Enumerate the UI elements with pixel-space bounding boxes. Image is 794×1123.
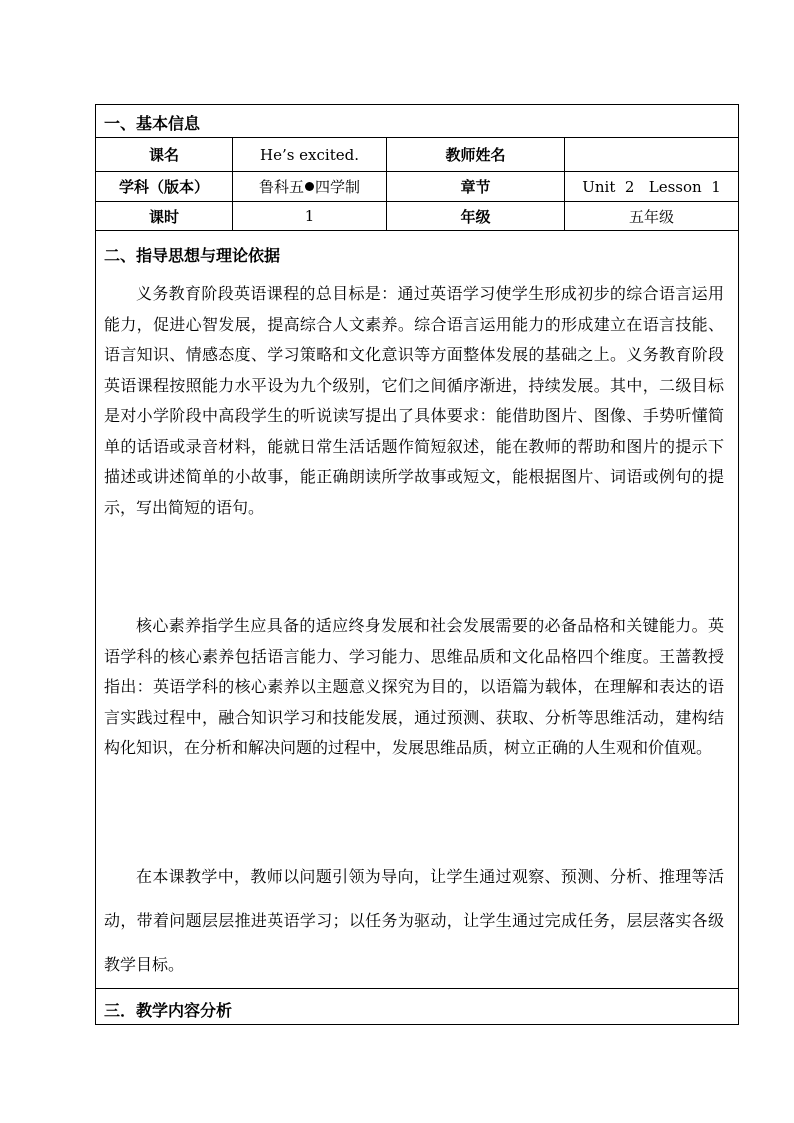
chapter-label: 章节	[387, 172, 565, 201]
section3-heading: 三．教学内容分析	[104, 1001, 233, 1020]
period-label: 课时	[96, 202, 233, 230]
info-row-period	[96, 202, 738, 231]
grade-value: 五年级	[628, 207, 674, 226]
course-name-value: He’s excited.	[233, 138, 387, 171]
bullet-dot-icon	[305, 182, 314, 191]
course-name-label: 课名	[96, 138, 233, 171]
subject-value-suffix: 四学制	[315, 178, 361, 196]
info-row-subject	[96, 172, 738, 202]
teacher-name-label: 教师姓名	[387, 138, 565, 171]
section2-paragraph-3: 在本课教学中，教师以问题引领为导向，让学生通过观察、预测、分析、推理等活动，带着问题层层推进英语学习；以任务为驱动，让学生通过完成任务，层层落实各级教学目标。	[104, 867, 724, 974]
section2-paragraph-2: 核心素养指学生应具备的适应终身发展和社会发展需要的必备品格和关键能力。英语学科的核心素养包括语言能力、学习能力、思维品质和文化品格四个维度。王蔷教授指出：英语学科的核心素养以主题意义探究为目的，以语篇为载体，在理解和表达的语言实践过程中，融合知识学习和技能发展，通过预测、获取、分析等思维活动，建构结构化知识，在分析和解决问题的过程中，发展思维品质，树立正确的人生观和价值观。	[104, 616, 724, 757]
subject-value	[233, 172, 387, 201]
subject-value-prefix: 鲁科五	[258, 178, 304, 196]
section1-heading: 一、基本信息	[104, 114, 201, 133]
section2-paragraph-1: 义务教育阶段英语课程的总目标是：通过英语学习使学生形成初步的综合语言运用能力，促进心智发展，提高综合人文素养。综合语言运用能力的形成建立在语言技能、语言知识、情感态度、学习策略和文化意识等方面整体发展的基础之上。义务教育阶段英语课程按照能力水平设为九个级别，它们之间循序渐进，持续发展。其中，二级目标是对小学阶段中高段学生的听说读写提出了具体要求：能借助图片、图像、手势听懂简单的话语或录音材料，能就日常生活话题作简短叙述，能在教师的帮助和图片的提示下描述或讲述简单的小故事，能正确朗读所学故事或短文，能根据图片、词语或例句的提示，写出简短的语句。	[104, 284, 724, 517]
subject-label: 学科（版本）	[96, 172, 233, 201]
section1-heading-row	[96, 105, 738, 138]
section2-heading: 二、指导思想与理论依据	[104, 246, 281, 265]
lesson-plan-document	[95, 104, 739, 1025]
section2-block	[96, 231, 738, 989]
section3-heading-row	[96, 989, 738, 1025]
teacher-name-value	[565, 138, 738, 171]
info-row-course	[96, 138, 738, 172]
period-value: 1	[233, 202, 387, 230]
grade-label: 年级	[387, 202, 565, 230]
chapter-value: Unit 2 Lesson 1	[582, 177, 721, 196]
